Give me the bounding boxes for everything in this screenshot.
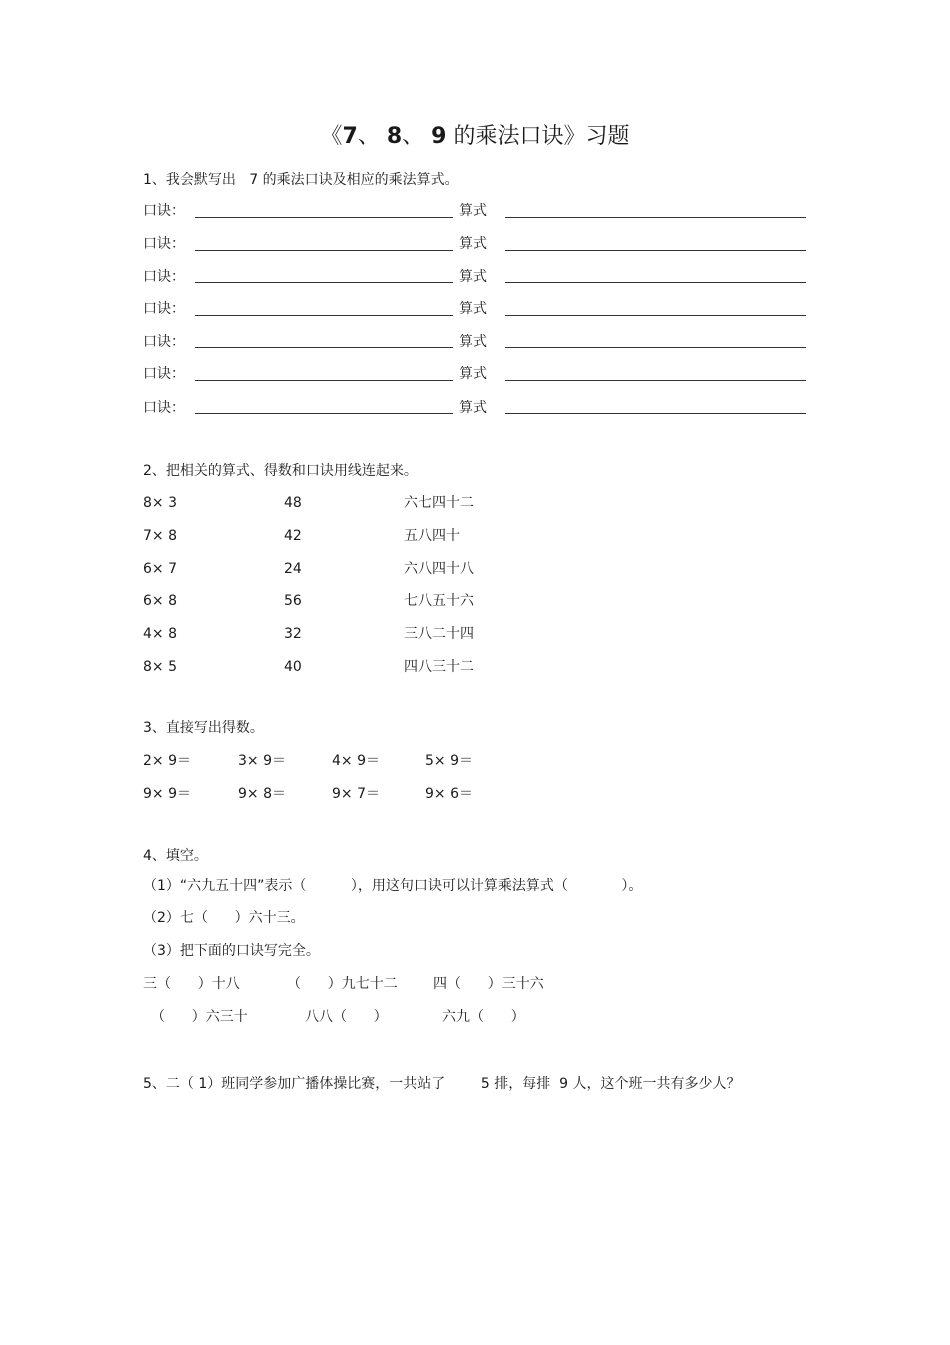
rhyme-label: 口诀：: [143, 400, 185, 416]
rhyme-answer-line[interactable]: [195, 282, 453, 283]
formula-label: 算式: [459, 301, 487, 317]
q2-result[interactable]: 24: [284, 561, 302, 577]
formula-answer-line[interactable]: [505, 413, 806, 414]
formula-label: 算式: [459, 334, 487, 350]
q3-problem: 3× 9＝: [238, 753, 286, 769]
q2-result[interactable]: 40: [284, 659, 302, 675]
rhyme-answer-line[interactable]: [195, 250, 453, 251]
q3-problem: 4× 9＝: [332, 753, 380, 769]
rhyme-label: 口诀：: [143, 366, 185, 382]
q4-fill-rhyme: 四（ ）三十六: [433, 976, 544, 992]
q2-result[interactable]: 32: [284, 626, 302, 642]
q4-item-3: （3）把下面的口诀写完全。: [143, 943, 320, 959]
q2-expression[interactable]: 6× 8: [143, 593, 177, 609]
q2-heading: 2、把相关的算式、得数和口诀用线连起来。: [143, 463, 418, 479]
q2-expression[interactable]: 8× 5: [143, 659, 177, 675]
q4-fill-rhyme: 八八（ ）: [305, 1009, 388, 1025]
q4-fill-rhyme: 三（ ）十八: [143, 976, 240, 992]
q4-fill-rhyme: 六九（ ）: [442, 1009, 525, 1025]
q2-rhyme[interactable]: 六七四十二: [404, 495, 474, 511]
q2-rhyme[interactable]: 六八四十八: [404, 561, 474, 577]
q3-problem: 2× 9＝: [143, 753, 191, 769]
rhyme-answer-line[interactable]: [195, 315, 453, 316]
formula-answer-line[interactable]: [505, 250, 806, 251]
formula-answer-line[interactable]: [505, 282, 806, 283]
q3-problem: 9× 9＝: [143, 786, 191, 802]
q3-problem: 9× 7＝: [332, 786, 380, 802]
rhyme-answer-line[interactable]: [195, 347, 453, 348]
q2-rhyme[interactable]: 四八三十二: [404, 659, 474, 675]
q2-result[interactable]: 56: [284, 593, 302, 609]
q3-problem: 9× 6＝: [425, 786, 473, 802]
q2-expression[interactable]: 7× 8: [143, 528, 177, 544]
q3-heading: 3、直接写出得数。: [143, 720, 264, 736]
rhyme-answer-line[interactable]: [195, 217, 453, 218]
rhyme-label: 口诀：: [143, 203, 185, 219]
q2-rhyme[interactable]: 三八二十四: [404, 626, 474, 642]
q2-expression[interactable]: 4× 8: [143, 626, 177, 642]
q5-text: 5、二（ 1）班同学参加广播体操比赛，一共站了 5 排，每排 9 人，这个班一共有多少人？: [143, 1076, 741, 1092]
rhyme-answer-line[interactable]: [195, 380, 453, 381]
q2-rhyme[interactable]: 五八四十: [404, 528, 460, 544]
q4-heading: 4、填空。: [143, 848, 208, 864]
formula-answer-line[interactable]: [505, 347, 806, 348]
rhyme-label: 口诀：: [143, 301, 185, 317]
q2-result[interactable]: 42: [284, 528, 302, 544]
q2-result[interactable]: 48: [284, 495, 302, 511]
formula-label: 算式: [459, 236, 487, 252]
q2-expression[interactable]: 8× 3: [143, 495, 177, 511]
formula-label: 算式: [459, 203, 487, 219]
rhyme-label: 口诀：: [143, 334, 185, 350]
formula-answer-line[interactable]: [505, 315, 806, 316]
formula-label: 算式: [459, 400, 487, 416]
q4-item-1: （1）“六九五十四”表示（ ），用这句口诀可以计算乘法算式（ ）。: [143, 878, 643, 894]
rhyme-answer-line[interactable]: [195, 413, 453, 414]
rhyme-label: 口诀：: [143, 269, 185, 285]
q4-item-2: （2）七（ ）六十三。: [143, 910, 305, 926]
formula-answer-line[interactable]: [505, 217, 806, 218]
rhyme-label: 口诀：: [143, 236, 185, 252]
q4-fill-rhyme: （ ）六三十: [151, 1009, 248, 1025]
q3-problem: 5× 9＝: [425, 753, 473, 769]
formula-answer-line[interactable]: [505, 380, 806, 381]
q1-heading: 1、我会默写出 7 的乘法口诀及相应的乘法算式。: [143, 172, 459, 188]
q4-fill-rhyme: （ ）九七十二: [287, 976, 398, 992]
q2-expression[interactable]: 6× 7: [143, 561, 177, 577]
formula-label: 算式: [459, 366, 487, 382]
formula-label: 算式: [459, 269, 487, 285]
page-title: 《7、 8、 9 的乘法口诀》习题: [320, 124, 630, 149]
q2-rhyme[interactable]: 七八五十六: [404, 593, 474, 609]
q3-problem: 9× 8＝: [238, 786, 286, 802]
